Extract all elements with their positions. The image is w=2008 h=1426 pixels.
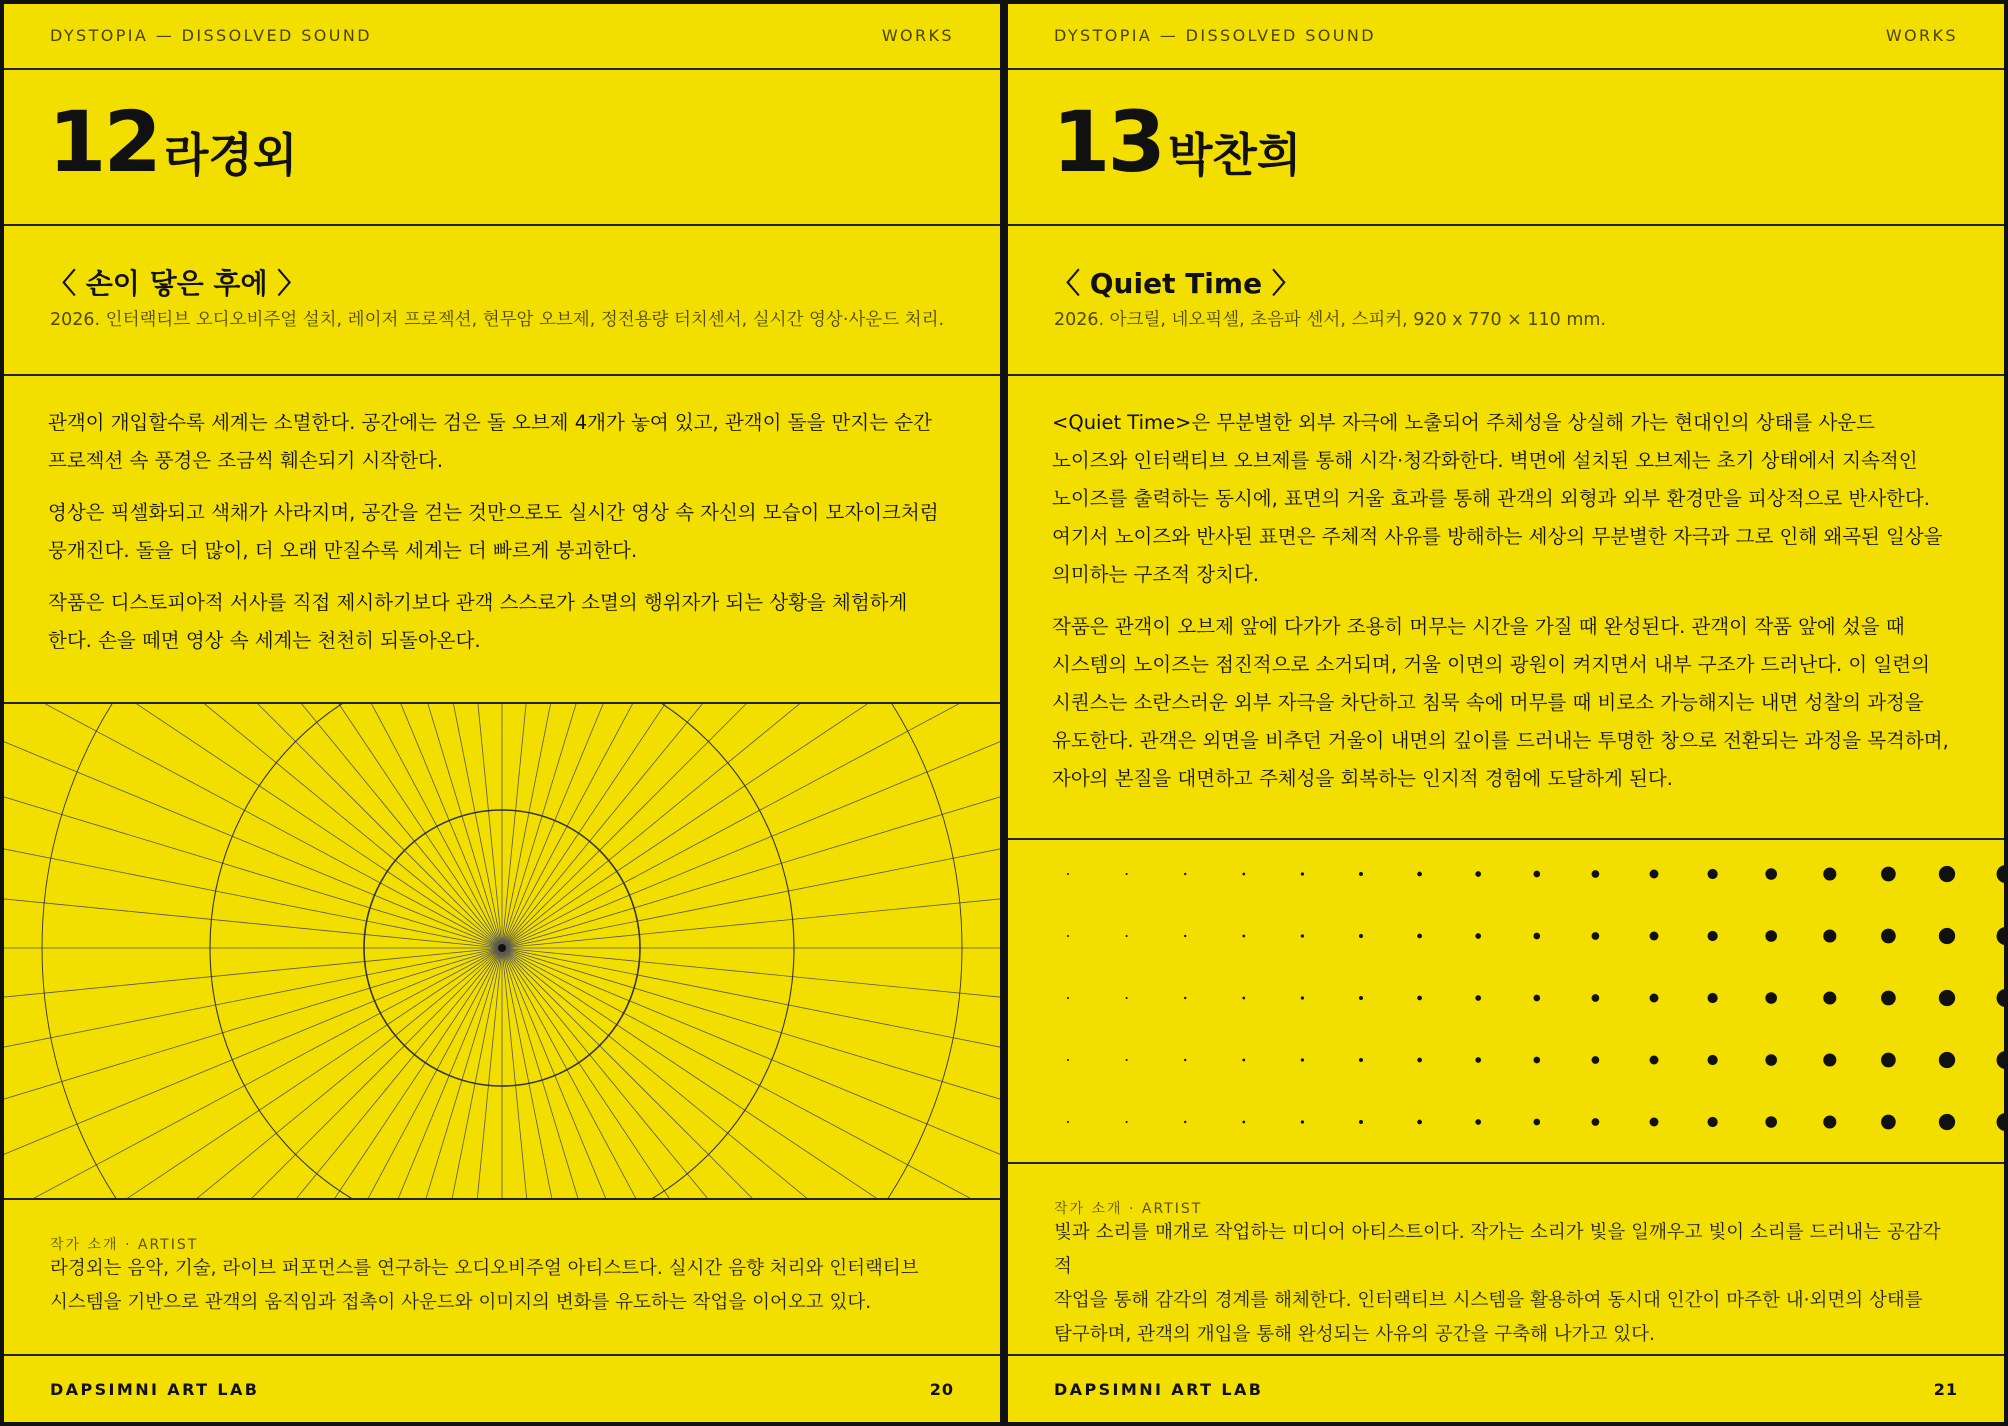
paragraph: [1052, 608, 1964, 798]
text-line: 작품은 디스토피아적 서사를 직접 제시하기보다 관객 스스로가 소멸의 행위자가 되는 상황을 체험하게: [48, 591, 908, 614]
grid-dot: [1359, 934, 1363, 938]
grid-dot: [1301, 1058, 1304, 1061]
radial-line: [502, 948, 590, 1198]
radial-line: [502, 948, 1000, 1198]
paragraph: [48, 494, 954, 570]
grid-dot: [1765, 1054, 1777, 1066]
work-number: 12: [48, 93, 159, 191]
grid-dot: [1475, 933, 1481, 939]
text-line: 작업을 통해 감각의 경계를 해체한다. 인터랙티브 시스템을 활용하여 동시대 인간이 마주한 내·외면의 상태를: [1054, 1290, 1923, 1311]
text-line: 라경외는 음악, 기술, 라이브 퍼포먼스를 연구하는 오디오비주얼 아티스트다. 실시간 음향 처리와 인터랙티브: [50, 1258, 919, 1279]
work-title: 〈 손이 닿은 후에 〉: [48, 267, 306, 300]
radial-line: [4, 948, 502, 1198]
artist-text: [1054, 1216, 1944, 1352]
radial-line: [502, 704, 1000, 948]
dot-gradient-illustration: [1008, 840, 2004, 1162]
radial-line: [4, 948, 502, 1198]
grid-dot: [1417, 872, 1422, 877]
work-heading: [4, 70, 1000, 226]
grid-dot: [1939, 866, 1955, 882]
grid-dot: [1592, 1056, 1600, 1064]
page-footer: [4, 1354, 1000, 1422]
radial-line: [502, 704, 846, 948]
grid-dot: [1067, 1059, 1069, 1061]
radial-line: [4, 704, 502, 948]
radial-line: [4, 704, 502, 948]
grid-dot: [1242, 1121, 1245, 1124]
running-header: [4, 4, 1000, 70]
grid-dot: [1475, 1119, 1481, 1125]
radial-line: [4, 704, 502, 948]
radial-line: [502, 948, 846, 1198]
radial-line: [4, 948, 502, 1198]
grid-dot: [1823, 991, 1836, 1004]
grid-dot: [1939, 990, 1955, 1006]
grid-dot: [1359, 1120, 1363, 1124]
radial-line: [502, 704, 1000, 948]
page-number: 21: [1933, 1380, 1958, 1399]
grid-dot: [1823, 1053, 1836, 1066]
page-number: 20: [929, 1380, 954, 1399]
footer-publisher: DAPSIMNI ART LAB: [50, 1380, 260, 1399]
grid-dot: [1301, 934, 1304, 937]
text-line: 의미하는 구조적 장치다.: [1052, 563, 1259, 586]
text-line: 한다. 손을 떼면 영상 속 세계는 천천히 되돌아온다.: [48, 629, 481, 652]
grid-dot: [1997, 865, 2004, 883]
text-line: 관객이 개입할수록 세계는 소멸한다. 공간에는 검은 돌 오브제 4개가 놓여 있고, 관객이 돌을 만지는 순간: [48, 411, 932, 434]
grid-dot: [1067, 997, 1069, 999]
radial-line: [502, 704, 1000, 948]
text-line: 유도한다. 관객은 외면을 비추던 거울이 내면의 깊이를 드러내는 투명한 창으로 전환되는 과정을 목격하며,: [1052, 729, 1949, 752]
grid-dot: [1067, 1121, 1069, 1123]
left-page: [4, 4, 1000, 1422]
text-line: 노이즈를 출력하는 동시에, 표면의 거울 효과를 통해 관객의 외형과 외부 환경만을 피상적으로 반사한다.: [1052, 487, 1930, 510]
text-line: <Quiet Time>은 무분별한 외부 자극에 노출되어 주체성을 상실해 가는 현대인의 상태를 사운드: [1052, 411, 1875, 434]
grid-dot: [1881, 1053, 1896, 1068]
grid-dot: [1939, 928, 1955, 944]
text-line: 여기서 노이즈와 반사된 표면은 주체적 사유를 방해하는 세상의 무분별한 자극과 그로 인해 왜곡된 일상을: [1052, 525, 1943, 548]
grid-dot: [1242, 1059, 1245, 1062]
grid-dot: [1417, 1120, 1422, 1125]
radial-line: [502, 772, 1000, 948]
grid-dot: [1881, 929, 1896, 944]
radial-line: [502, 704, 1000, 948]
grid-dot: [1067, 935, 1069, 937]
radial-line: [4, 948, 502, 1198]
grid-dot: [1881, 1115, 1896, 1130]
grid-dot: [1650, 870, 1659, 879]
header-section: WORKS: [1885, 26, 1958, 45]
grid-dot: [1939, 1114, 1955, 1130]
grid-dot: [1417, 934, 1422, 939]
grid-dot: [1359, 872, 1363, 876]
artist-bio: [1008, 1162, 2004, 1356]
grid-dot: [1533, 871, 1540, 878]
grid-dot: [1301, 872, 1304, 875]
work-info: [1008, 226, 2004, 376]
radial-graphic: [4, 702, 1000, 1200]
radial-line: [502, 948, 763, 1198]
radial-line: [4, 704, 502, 948]
text-line: 자아의 본질을 대면하고 주체성을 회복하는 인지적 경험에 도달하게 된다.: [1052, 767, 1673, 790]
grid-dot: [1592, 994, 1600, 1002]
grid-dot: [1126, 1121, 1128, 1123]
artist-name: 라경외: [164, 128, 298, 182]
radial-line: [158, 704, 502, 948]
text-line: 프로젝션 속 풍경은 조금씩 훼손되기 시작한다.: [48, 449, 444, 472]
footer-publisher: DAPSIMNI ART LAB: [1054, 1380, 1264, 1399]
grid-dot: [1997, 1113, 2004, 1131]
dot-grid-graphic: [1008, 838, 2004, 1164]
grid-dot: [1067, 873, 1069, 875]
grid-dot: [1881, 867, 1896, 882]
radial-line: [502, 948, 1000, 1198]
grid-dot: [1533, 995, 1540, 1002]
grid-dot: [1126, 1059, 1128, 1061]
text-line: 뭉개진다. 돌을 더 많이, 더 오래 만질수록 세계는 더 빠르게 붕괴한다.: [48, 539, 638, 562]
grid-dot: [1650, 932, 1659, 941]
radial-line: [502, 704, 1000, 948]
grid-dot: [1881, 991, 1896, 1006]
grid-dot: [1417, 996, 1422, 1001]
right-page: [1008, 4, 2004, 1422]
radial-line: [4, 704, 502, 948]
artist-text: [50, 1252, 940, 1320]
grid-dot: [1242, 935, 1245, 938]
text-line: 시스템의 노이즈는 점진적으로 소거되며, 거울 이면의 광원이 켜지면서 내부 구조가 드러난다. 이 일련의: [1052, 653, 1930, 676]
paragraph: [1052, 404, 1964, 594]
grid-dot: [1533, 1119, 1540, 1126]
text-line: 탐구하며, 관객의 개입을 통해 완성되는 사유의 공간을 구축해 나가고 있다.: [1054, 1324, 1655, 1345]
radial-line: [4, 948, 502, 1198]
artist-label: 작가 소개 · ARTIST: [1054, 1201, 1203, 1217]
work-meta: 2026. 인터랙티브 오디오비주얼 설치, 레이저 프로젝션, 현무암 오브제, 정전용량 터치센서, 실시간 영상·사운드 처리.: [50, 310, 945, 330]
radial-line: [502, 704, 1000, 948]
grid-dot: [1184, 997, 1186, 999]
grid-dot: [1301, 1120, 1304, 1123]
header-title: DYSTOPIA — DISSOLVED SOUND: [1054, 26, 1376, 45]
grid-dot: [1765, 1116, 1777, 1128]
grid-dot: [1592, 870, 1600, 878]
running-header: [1008, 4, 2004, 70]
grid-dot: [1359, 996, 1363, 1000]
radial-line: [414, 948, 502, 1198]
grid-dot: [1765, 868, 1777, 880]
grid-dot: [1184, 1059, 1186, 1061]
grid-dot: [1707, 993, 1717, 1003]
radial-line: [4, 704, 502, 948]
grid-dot: [1359, 1058, 1363, 1062]
text-line: 빛과 소리를 매개로 작업하는 미디어 아티스트이다. 작가는 소리가 빛을 일깨우고 빛이 소리를 드러내는 공감각적: [1054, 1222, 1941, 1277]
text-line: 시스템을 기반으로 관객의 움직임과 접촉이 사운드와 이미지의 변화를 유도하는 작업을 이어오고 있다.: [50, 1292, 872, 1313]
radial-line: [4, 948, 502, 1198]
text-line: 영상은 픽셀화되고 색채가 사라지며, 공간을 걷는 것만으로도 실시간 영상 속 자신의 모습이 모자이크처럼: [48, 501, 939, 524]
grid-dot: [1126, 935, 1128, 937]
grid-dot: [1592, 1118, 1600, 1126]
grid-dot: [1997, 989, 2004, 1007]
grid-dot: [1707, 931, 1717, 941]
radial-line: [502, 948, 1000, 1198]
radial-line: [4, 704, 502, 948]
header-title: DYSTOPIA — DISSOLVED SOUND: [50, 26, 372, 45]
radial-line: [502, 948, 1000, 1198]
grid-dot: [1650, 1118, 1659, 1127]
work-description: [1052, 404, 1964, 812]
radial-line: [502, 704, 763, 948]
grid-dot: [1533, 1057, 1540, 1064]
grid-dot: [1997, 927, 2004, 945]
work-number: 13: [1052, 93, 1163, 191]
page-footer: [1008, 1354, 2004, 1422]
grid-dot: [1475, 871, 1481, 877]
header-section: WORKS: [881, 26, 954, 45]
grid-dot: [1475, 995, 1481, 1001]
radial-line: [502, 948, 1000, 1198]
work-heading: [1008, 70, 2004, 226]
grid-dot: [1707, 1117, 1717, 1127]
text-line: 시퀀스는 소란스러운 외부 자극을 차단하고 침묵 속에 머무를 때 비로소 가능해지는 내면 성찰의 과정을: [1052, 691, 1924, 714]
grid-dot: [1823, 867, 1836, 880]
grid-dot: [1650, 994, 1659, 1003]
grid-dot: [1823, 929, 1836, 942]
grid-dot: [1242, 997, 1245, 1000]
grid-dot: [1592, 932, 1600, 940]
grid-dot: [1823, 1115, 1836, 1128]
grid-dot: [1242, 873, 1245, 876]
radial-line: [502, 948, 1000, 1198]
radial-line: [4, 948, 502, 1198]
grid-dot: [1997, 1051, 2004, 1069]
paragraph: [48, 404, 954, 480]
work-title: 〈 Quiet Time 〉: [1052, 267, 1300, 300]
work-meta: 2026. 아크릴, 네오픽셀, 초음파 센서, 스피커, 920 x 770 × 110 mm.: [1054, 310, 1606, 330]
grid-dot: [1126, 997, 1128, 999]
center-dot: [498, 944, 506, 952]
radial-line: [158, 948, 502, 1198]
radial-line: [502, 948, 1000, 1198]
grid-dot: [1126, 873, 1128, 875]
radial-line: [4, 704, 502, 948]
grid-dot: [1184, 935, 1186, 937]
text-line: 노이즈와 인터랙티브 오브제를 통해 시각·청각화한다. 벽면에 설치된 오브제는 초기 상태에서 지속적인: [1052, 449, 1918, 472]
text-line: 작품은 관객이 오브제 앞에 다가가 조용히 머무는 시간을 가질 때 완성된다. 관객이 작품 앞에 섰을 때: [1052, 615, 1905, 638]
radial-line: [4, 948, 502, 1198]
work-description: [48, 404, 954, 674]
grid-dot: [1475, 1057, 1481, 1063]
grid-dot: [1707, 869, 1717, 879]
radial-line: [502, 948, 1000, 1124]
radial-line: [241, 948, 502, 1198]
grid-dot: [1650, 1056, 1659, 1065]
radial-line: [502, 704, 1000, 948]
grid-dot: [1765, 992, 1777, 1004]
grid-dot: [1765, 930, 1777, 942]
radial-line: [4, 948, 502, 1124]
grid-dot: [1939, 1052, 1955, 1068]
radial-line: [502, 704, 1000, 948]
grid-dot: [1184, 873, 1186, 875]
grid-dot: [1417, 1058, 1422, 1063]
artist-label: 작가 소개 · ARTIST: [50, 1237, 199, 1253]
paragraph: [48, 584, 954, 660]
radial-line: [502, 948, 1000, 1198]
radial-line: [4, 772, 502, 948]
work-info: [4, 226, 1000, 376]
artist-bio: [4, 1198, 1000, 1356]
radial-lines-illustration: [4, 704, 1000, 1198]
artist-name: 박찬희: [1168, 128, 1302, 182]
grid-dot: [1707, 1055, 1717, 1065]
grid-dot: [1184, 1121, 1186, 1123]
grid-dot: [1533, 933, 1540, 940]
radial-line: [241, 704, 502, 948]
grid-dot: [1301, 996, 1304, 999]
